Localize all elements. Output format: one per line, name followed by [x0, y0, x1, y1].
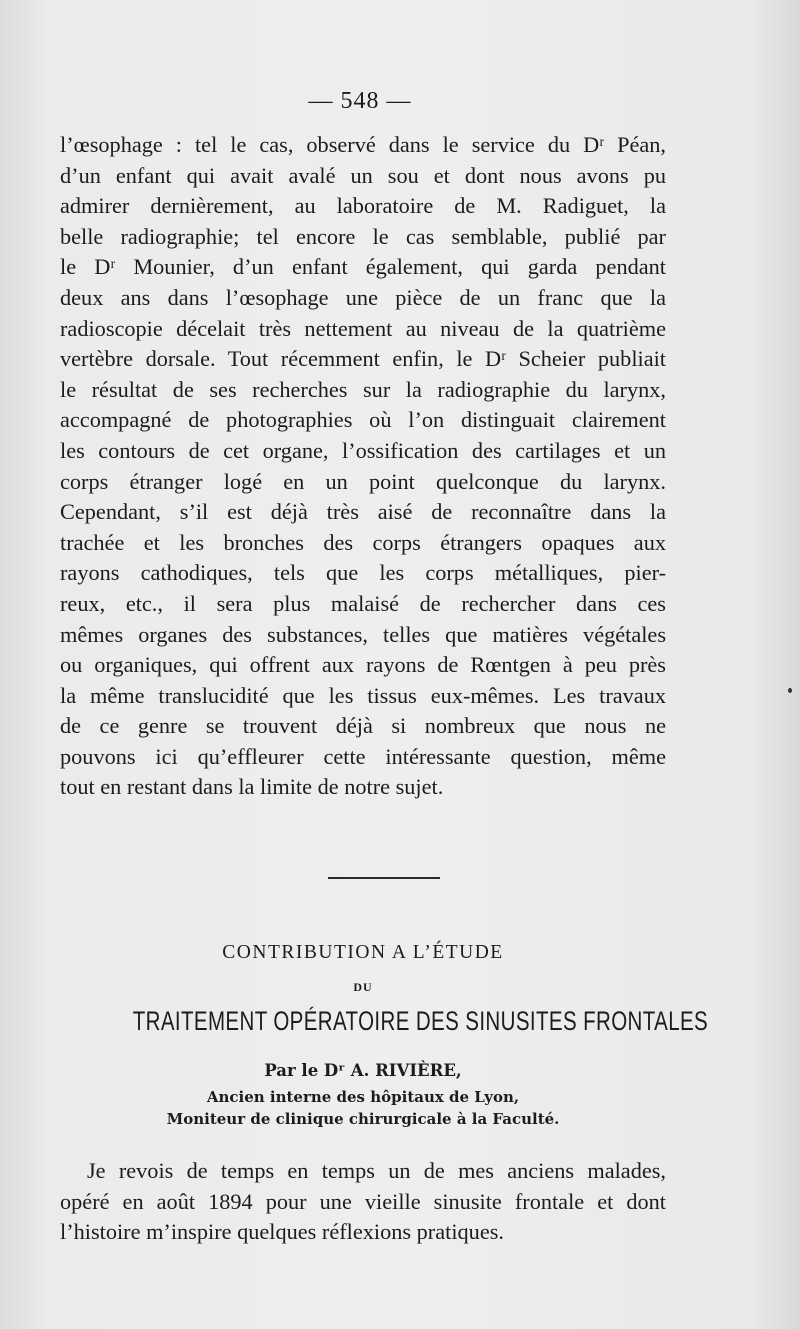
text-line: accompagné de photographies où l’on distinguait clairement: [60, 407, 666, 433]
text-line: les contours de cet organe, l’ossification des cartilages et un: [60, 437, 666, 463]
text-line: deux ans dans l’œsophage une pièce de un franc que la: [60, 284, 666, 310]
text-line: admirer dernièrement, au laboratoire de M. Radiguet, la: [60, 193, 666, 219]
text-line: de ce genre se trouvent déjà si nombreux que nous ne: [60, 713, 666, 739]
text-line: pouvons ici qu’effleurer cette intéressante question, même: [60, 743, 666, 769]
text-line: radioscopie décelait très nettement au niveau de la quatrième: [60, 315, 666, 341]
text-line: reux, etc., il sera plus malaisé de rechercher dans ces: [60, 590, 666, 616]
text-line: vertèbre dorsale. Tout récemment enfin, le Dʳ Scheier publiait: [60, 346, 666, 372]
article-opening-paragraph: [60, 1156, 666, 1248]
author-byline: Par le Dʳ A. RIVIÈRE,: [264, 1061, 462, 1080]
section-divider: [328, 877, 440, 879]
text-line: tout en restant dans la limite de notre sujet.: [60, 774, 444, 800]
author-affiliation: Moniteur de clinique chirurgicale à la Faculté.: [166, 1110, 560, 1128]
article-title: TRAITEMENT OPÉRATOIRE DES SINUSITES FRONTALES: [132, 1006, 709, 1036]
text-line: le résultat de ses recherches sur la radiographie du larynx,: [60, 376, 666, 402]
text-line: Je revois de temps en temps un de mes anciens malades,: [87, 1158, 666, 1183]
text-line: belle radiographie; tel encore le cas semblable, publié par: [60, 223, 666, 249]
text-line: le Dʳ Mounier, d’un enfant également, qui garda pendant: [60, 254, 666, 280]
text-line: l’œsophage : tel le cas, observé dans le service du Dʳ Péan,: [60, 132, 666, 157]
text-line: corps étranger logé en un point quelconque du larynx.: [60, 468, 666, 494]
heading-du: DU: [353, 980, 373, 994]
body-paragraph: [60, 130, 666, 803]
text-line: trachée et les bronches des corps étrangers opaques aux: [60, 529, 666, 555]
author-affiliation: Ancien interne des hôpitaux de Lyon,: [206, 1088, 520, 1106]
text-line: Cependant, s’il est déjà très aisé de reconnaître dans la: [60, 499, 666, 525]
text-line: la même translucidité que les tissus eux-mêmes. Les travaux: [60, 682, 666, 708]
text-line: opéré en août 1894 pour une vieille sinusite frontale et dont: [60, 1188, 666, 1214]
heading-contribution: CONTRIBUTION A L’ÉTUDE: [222, 942, 504, 963]
text-line: l’histoire m’inspire quelques réflexions pratiques.: [60, 1219, 504, 1245]
ink-speck: [788, 688, 792, 693]
text-line: rayons cathodiques, tels que les corps métalliques, pier-: [60, 560, 666, 586]
text-line: d’un enfant qui avait avalé un sou et dont nous avons pu: [60, 162, 666, 188]
text-line: ou organiques, qui offrent aux rayons de Rœntgen à peu près: [60, 652, 666, 678]
page-number: — 548 —: [308, 88, 412, 114]
text-line: mêmes organes des substances, telles que matières végétales: [60, 621, 666, 647]
